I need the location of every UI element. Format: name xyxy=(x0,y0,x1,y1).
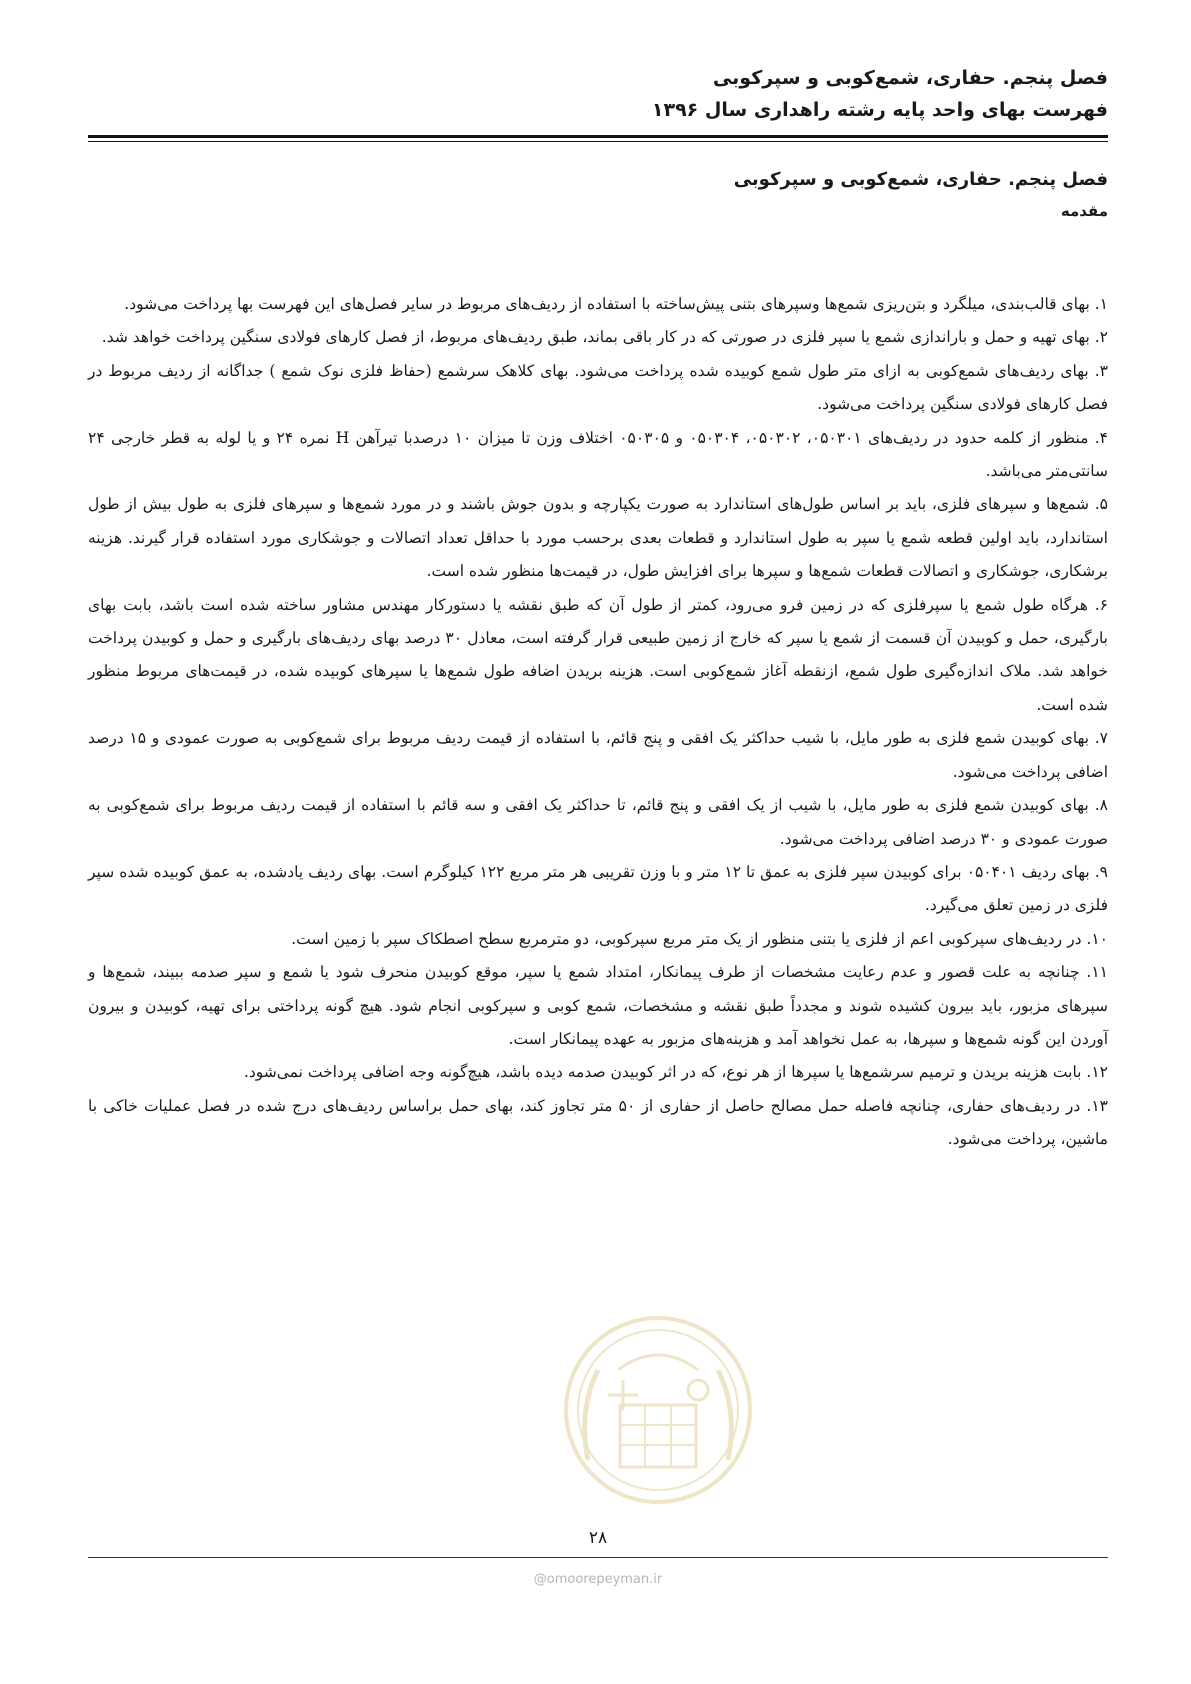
header-rule-thick xyxy=(88,135,1108,138)
paragraph-3: ۳. بهای ردیف‌های شمع‌کوبی به ازای متر طول شمع کوبیده شده پرداخت می‌شود. بهای کلاهک سرشمع (حفاظ فلزی نوک شمع ) جداگانه از ردیف مربوط در فصل کارهای فولادی سنگین پرداخت می‌شود. xyxy=(88,361,1108,414)
document-page xyxy=(88,0,1108,1684)
paragraph-11: ۱۱. چنانچه به علت قصور و عدم رعایت مشخصات از طرف پیمانکار، امتداد شمع یا سپر، موقع کوبیدن منحرف شود یا شمع و سپر صدمه ببیند، شمع‌ها و سپرهای مزبور، باید بیرون کشیده شوند و مجدداً طبق نقشه و مشخصات، شمع کوبی و سپرکوبی انجام شود. هیچ گونه پرداختی برای تهیه، کوبیدن و بیرون آوردن این گونه شمع‌ها و سپرها، به عمل نخواهد آمد و هزینه‌های مزبور به عهده پیمانکار است. xyxy=(88,963,1108,1048)
body-text xyxy=(88,288,1108,1157)
paragraph-9: ۹. بهای ردیف ۰۵۰۴۰۱ برای کوبیدن سپر فلزی به عمق تا ۱۲ متر و با وزن تقریبی هر متر مربع ۱۲۲ کیلوگرم است. بهای ردیف یادشده، به عمق کوبیده شده سپر فلزی در زمین تعلق می‌گیرد. xyxy=(88,862,1108,915)
paragraph-4: ۴. منظور از کلمه حدود در ردیف‌های ۰۵۰۳۰۱، ۰۵۰۳۰۲، ۰۵۰۳۰۴ و ۰۵۰۳۰۵ اختلاف وزن تا میزان ۱۰ درصدبا تیرآهن H نمره ۲۴ و یا لوله به قطر خارجی ۲۴ سانتی‌متر می‌باشد. xyxy=(88,428,1108,481)
header-document-line: فهرست بهای واحد پایه رشته راهداری سال ۱۳۹۶ xyxy=(651,99,1108,121)
paragraph-12: ۱۲. بابت هزینه بریدن و ترمیم سرشمع‌ها یا سپرها از هر نوع، که در اثر کوبیدن صدمه دیده باشد، هیچ‌گونه وجه اضافی پرداخت نمی‌شود. xyxy=(243,1063,1108,1082)
page-number: ۲۸ xyxy=(588,1528,608,1548)
running-header xyxy=(88,62,1108,126)
footer-watermark-url: @omoorepeyman.ir xyxy=(533,1572,663,1587)
chapter-title: فصل پنجم. حفاری، شمع‌کوبی و سپرکوبی xyxy=(733,169,1108,190)
paragraph-6: ۶. هرگاه طول شمع یا سپرفلزی که در زمین فرو می‌رود، کمتر از طول آن که طبق نقشه یا دستورکار مهندس مشاور ساخته شده است باشد، بابت بهای بارگیری، حمل و کوبیدن آن قسمت از شمع یا سپر که خارج از زمین طبیعی قرار گرفته است، معادل ۳۰ درصد بهای ردیف‌های بارگیری و حمل و کوبیدن پرداخت خواهد شد. ملاک اندازه‌گیری طول شمع، ازنقطه آغاز شمع‌کوبی است. هزینه بریدن اضافه طول شمع‌ها یا سپرهای کوبیده شده، در قیمت‌های مربوط منظور شده است. xyxy=(88,595,1108,714)
seal-emblem-icon xyxy=(558,1310,758,1510)
footer-rule xyxy=(88,1557,1108,1558)
paragraph-10: ۱۰. در ردیف‌های سپرکوبی اعم از فلزی یا بتنی منظور از یک متر مربع سپرکوبی، دو مترمربع سطح اصطکاک سپر با زمین است. xyxy=(291,929,1108,948)
paragraph-2: ۲. بهای تهیه و حمل و باراندازی شمع یا سپر فلزی در صورتی که در کار باقی بماند، طبق ردیف‌های مربوط، از فصل کارهای فولادی سنگین پرداخت خواهد شد. xyxy=(101,328,1108,347)
header-rule-thin xyxy=(88,141,1108,142)
paragraph-13: ۱۳. در ردیف‌های حفاری، چنانچه فاصله حمل مصالح حاصل از حفاری از ۵۰ متر تجاوز کند، بهای حمل براساس ردیف‌های درج شده در فصل عملیات خاکی با ماشین، پرداخت می‌شود. xyxy=(88,1096,1108,1149)
paragraph-1: ۱. بهای قالب‌بندی، میلگرد و بتن‌ریزی شمع‌ها وسپرهای بتنی پیش‌ساخته با استفاده از ردیف‌های مربوط در سایر فصل‌های این فهرست بها پرداخت می‌شود. xyxy=(124,295,1108,313)
header-chapter-line: فصل پنجم. حفاری، شمع‌کوبی و سپرکوبی xyxy=(712,67,1108,89)
section-heading-introduction: مقدمه xyxy=(1060,202,1108,220)
paragraph-8: ۸. بهای کوبیدن شمع فلزی به طور مایل، با شیب از یک افقی و پنج قائم، تا حداکثر یک افقی و سه قائم با استفاده از قیمت ردیف مربوط برای شمع‌کوبی به صورت عمودی و ۳۰ درصد اضافی پرداخت می‌شود. xyxy=(88,796,1108,848)
paragraph-7: ۷. بهای کوبیدن شمع فلزی به طور مایل، با شیب حداکثر یک افقی و پنج قائم، با استفاده از قیمت ردیف مربوط برای شمع‌کوبی به صورت عمودی و ۱۵ درصد اضافی پرداخت می‌شود. xyxy=(88,729,1108,781)
paragraph-5: ۵. شمع‌ها و سپرهای فلزی، باید بر اساس طول‌های استاندارد به صورت یکپارچه و بدون جوش باشند و در مورد شمع‌ها و سپرهای فلزی به طول بیش از طول استاندارد، باید اولین قطعه شمع یا سپر به طول استاندارد و قطعات بعدی برحسب مورد با حداقل تعداد اتصالات و جوشکاری مورد استفاده قرار گیرند. هزینه برشکاری، جوشکاری و اتصالات قطعات شمع‌ها و سپرها برای افزایش طول، در قیمت‌ها منظور شده است. xyxy=(88,495,1108,581)
